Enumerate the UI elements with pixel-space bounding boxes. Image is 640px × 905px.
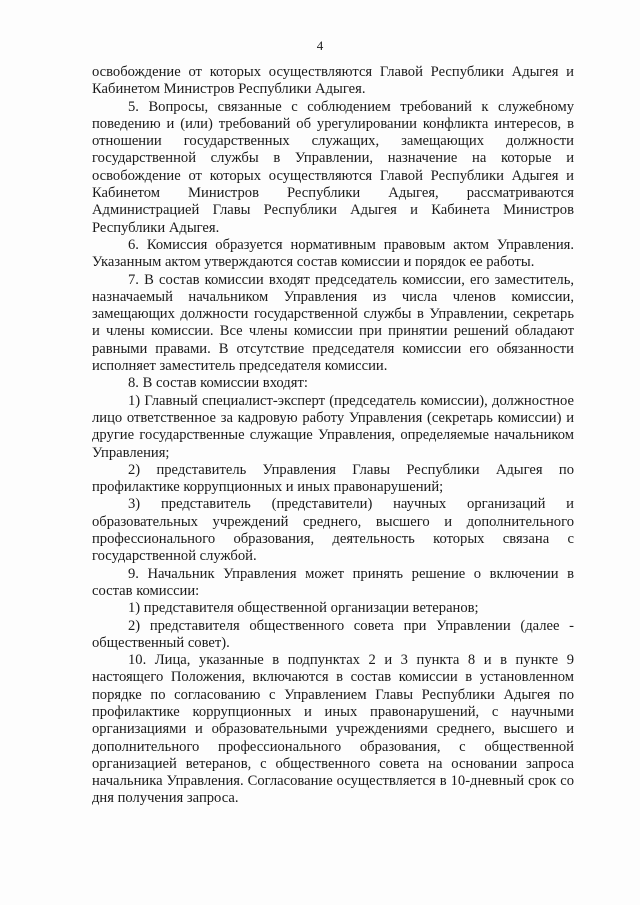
paragraph-item-9-2: 2) представителя общественного совета при Управлении (далее - общественный совет).	[92, 617, 574, 651]
paragraph-item-9: 9. Начальник Управления может принять решение о включении в состав комиссии:	[92, 565, 574, 599]
paragraph-item-8-2: 2) представитель Управления Главы Республики Адыгея по профилактике коррупционных и иных правонарушений;	[92, 461, 574, 496]
paragraph-item-8: 8. В состав комиссии входят:	[128, 375, 308, 392]
paragraph-continuation: освобождение от которых осуществляются Главой Республики Адыгея и Кабинетом Министров Республики Адыгея.	[92, 64, 574, 98]
paragraph-item-8-1: 1) Главный специалист-эксперт (председатель комиссии), должностное лицо ответственное за кадровую работу Управления (секретарь комиссии) и другие государственные служащие Управления, определяемые начальником Управления;	[92, 392, 574, 461]
document-body	[92, 64, 574, 808]
paragraph-item-10: 10. Лица, указанные в подпунктах 2 и 3 пункта 8 и в пункте 9 настоящего Положения, включаются в состав комиссии в установленном порядке по согласованию с Управлением Главы Республики Адыгея по профилактике коррупционных и иных правонарушений, с научными организациями и образовательными учреждениями среднего, высшего и дополнительного профессионального образования, с общественной организацией ветеранов, с общественного совета на основании запроса начальника Управления. Согласование осуществляется в 10-дневный срок со дня получения запроса.	[92, 652, 574, 807]
paragraph-item-6: 6. Комиссия образуется нормативным правовым актом Управления. Указанным актом утверждаются состав комиссии и порядок ее работы.	[92, 236, 574, 271]
paragraph-item-5: 5. Вопросы, связанные с соблюдением требований к служебному поведению и (или) требований об урегулировании конфликта интересов, в отношении государственных служащих, замещающих должности государственной службы в Управлении, назначение на которые и освобождение от которых осуществляются Главой Республики Адыгея и Кабинетом Министров Республики Адыгея, рассматриваются Администрацией Главы Республики Адыгея и Кабинета Министров Республики Адыгея.	[92, 98, 574, 236]
paragraph-item-7: 7. В состав комиссии входят председатель комиссии, его заместитель, назначаемый начальником Управления из числа членов комиссии, замещающих должности государственной службы в Управлении, секретарь и члены комиссии. Все члены комиссии при принятии решений обладают равными правами. В отсутствие председателя комиссии его обязанности исполняет заместитель председателя комиссии.	[92, 271, 574, 375]
page-number: 4	[316, 38, 324, 53]
paragraph-item-8-3: 3) представитель (представители) научных организаций и образовательных учреждений среднего, высшего и дополнительного профессионального образования, деятельность которых связана с государственной службой.	[92, 496, 574, 565]
paragraph-item-9-1: 1) представителя общественной организации ветеранов;	[128, 600, 479, 617]
